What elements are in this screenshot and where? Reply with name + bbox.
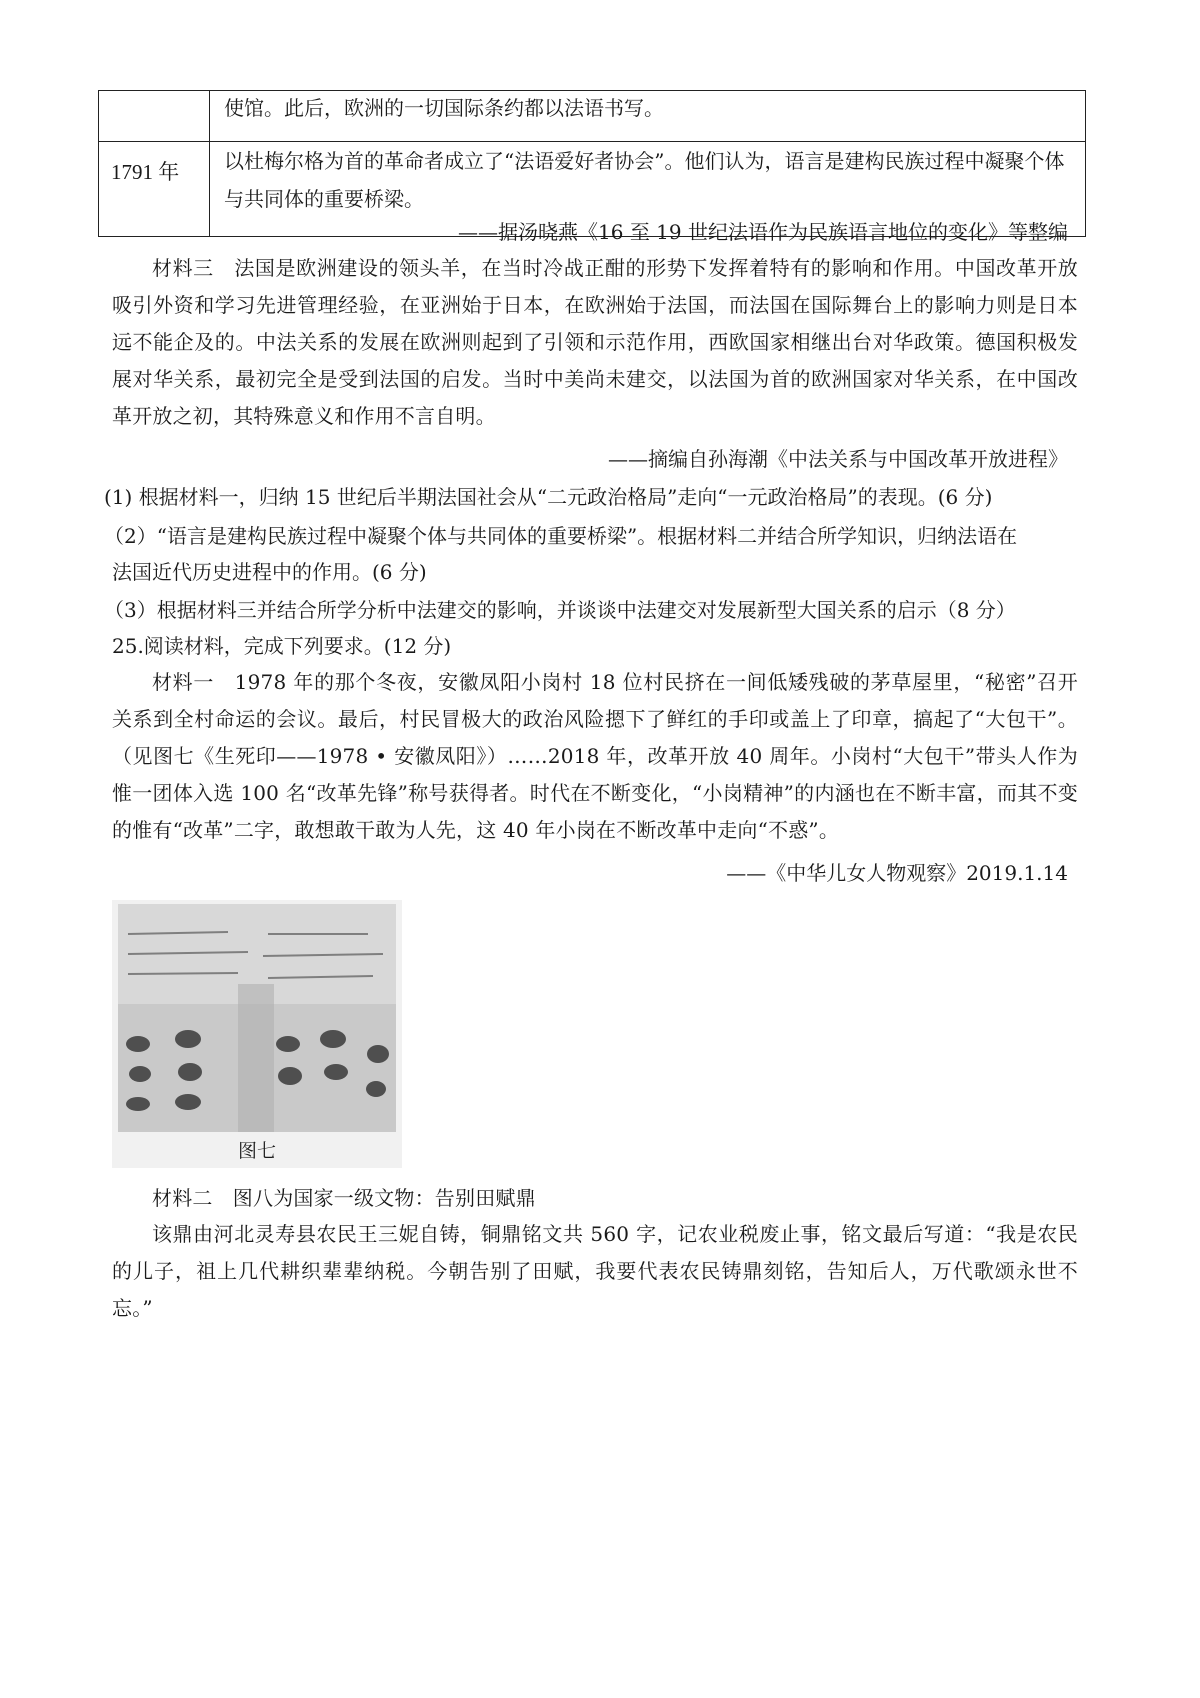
- question-1: (1) 根据材料一，归纳 15 世纪后半期法国社会从“二元政治格局”走向“一元政治格局”的表现。(6 分): [104, 485, 993, 509]
- history-table: [98, 90, 1086, 237]
- table-year-cell: [99, 91, 210, 142]
- q25-material-2-text: 该鼎由河北灵寿县农民王三妮自铸，铜鼎铭文共 560 字，记农业税废止事，铭文最后写道：“我是农民的儿子，祖上几代耕织辈辈纳税。今朝告别了田赋，我要代表农民铸鼎刻铭，告知后人，万代歌颂永世不忘。”: [112, 1222, 1078, 1320]
- figure-7-photo: [112, 900, 402, 1168]
- figure-7-caption: 图七: [237, 1140, 276, 1162]
- q25-material-1-source: ——《中华儿女人物观察》2019.1.14: [726, 861, 1068, 885]
- question-2-line-1: （2）“语言是建构民族过程中凝聚个体与共同体的重要桥梁”。根据材料二并结合所学知识，归纳法语在: [104, 524, 1018, 548]
- handprint-document-image: [118, 904, 396, 1132]
- material-3-text: 材料三 法国是欧洲建设的领头羊，在当时冷战正酣的形势下发挥着特有的影响和作用。中国改革开放吸引外资和学习先进管理经验，在亚洲始于日本，在欧洲始于法国，而法国在国际舞台上的影响力则是日本远不能企及的。中法关系的发展在欧洲则起到了引领和示范作用，西欧国家相继出台对华政策。德国积极发展对华关系，最初完全是受到法国的启发。当时中美尚未建交，以法国为首的欧洲国家对华关系，在中国改革开放之初，其特殊意义和作用不言自明。: [112, 256, 1078, 428]
- q25-material-1-text: 材料一 1978 年的那个冬夜，安徽凤阳小岗村 18 位村民挤在一间低矮残破的茅草屋里，“秘密”召开关系到全村命运的会议。最后，村民冒极大的政治风险摁下了鲜红的手印或盖上了印章，搞起了“大包干”。（见图七《生死印——1978 • 安徽凤阳》）……2018 年，改革开放 40 周年。小岗村“大包干”带头人作为惟一团体入选 100 名“改革先锋”称号获得者。时代在不断变化，“小岗精神”的内涵也在不断丰富，而其不变的惟有“改革”二字，敢想敢干敢为人先，这 40 年小岗在不断改革中走向“不惑”。: [112, 670, 1078, 842]
- table-text-cell: 以杜梅尔格为首的革命者成立了“法语爱好者协会”。他们认为，语言是建构民族过程中凝聚个体与共同体的重要桥梁。: [210, 142, 1086, 237]
- question-25-title: 25.阅读材料，完成下列要求。(12 分): [112, 634, 452, 658]
- question-3: （3）根据材料三并结合所学分析中法建交的影响，并谈谈中法建交对发展新型大国关系的启示（8 分）: [104, 598, 1016, 622]
- material-3-source: ——摘编自孙海潮《中法关系与中国改革开放进程》: [608, 447, 1068, 471]
- table-row: [99, 91, 1086, 142]
- table-year-cell: 1791 年: [99, 142, 210, 237]
- q25-material-2-title: 材料二 图八为国家一级文物：告别田赋鼎: [152, 1186, 536, 1210]
- table-source: ——据汤晓燕《16 至 19 世纪法语作为民族语言地位的变化》等整编: [458, 220, 1068, 244]
- question-2-line-2: 法国近代历史进程中的作用。(6 分): [112, 560, 427, 584]
- table-text-cell: 使馆。此后，欧洲的一切国际条约都以法语书写。: [210, 91, 1086, 142]
